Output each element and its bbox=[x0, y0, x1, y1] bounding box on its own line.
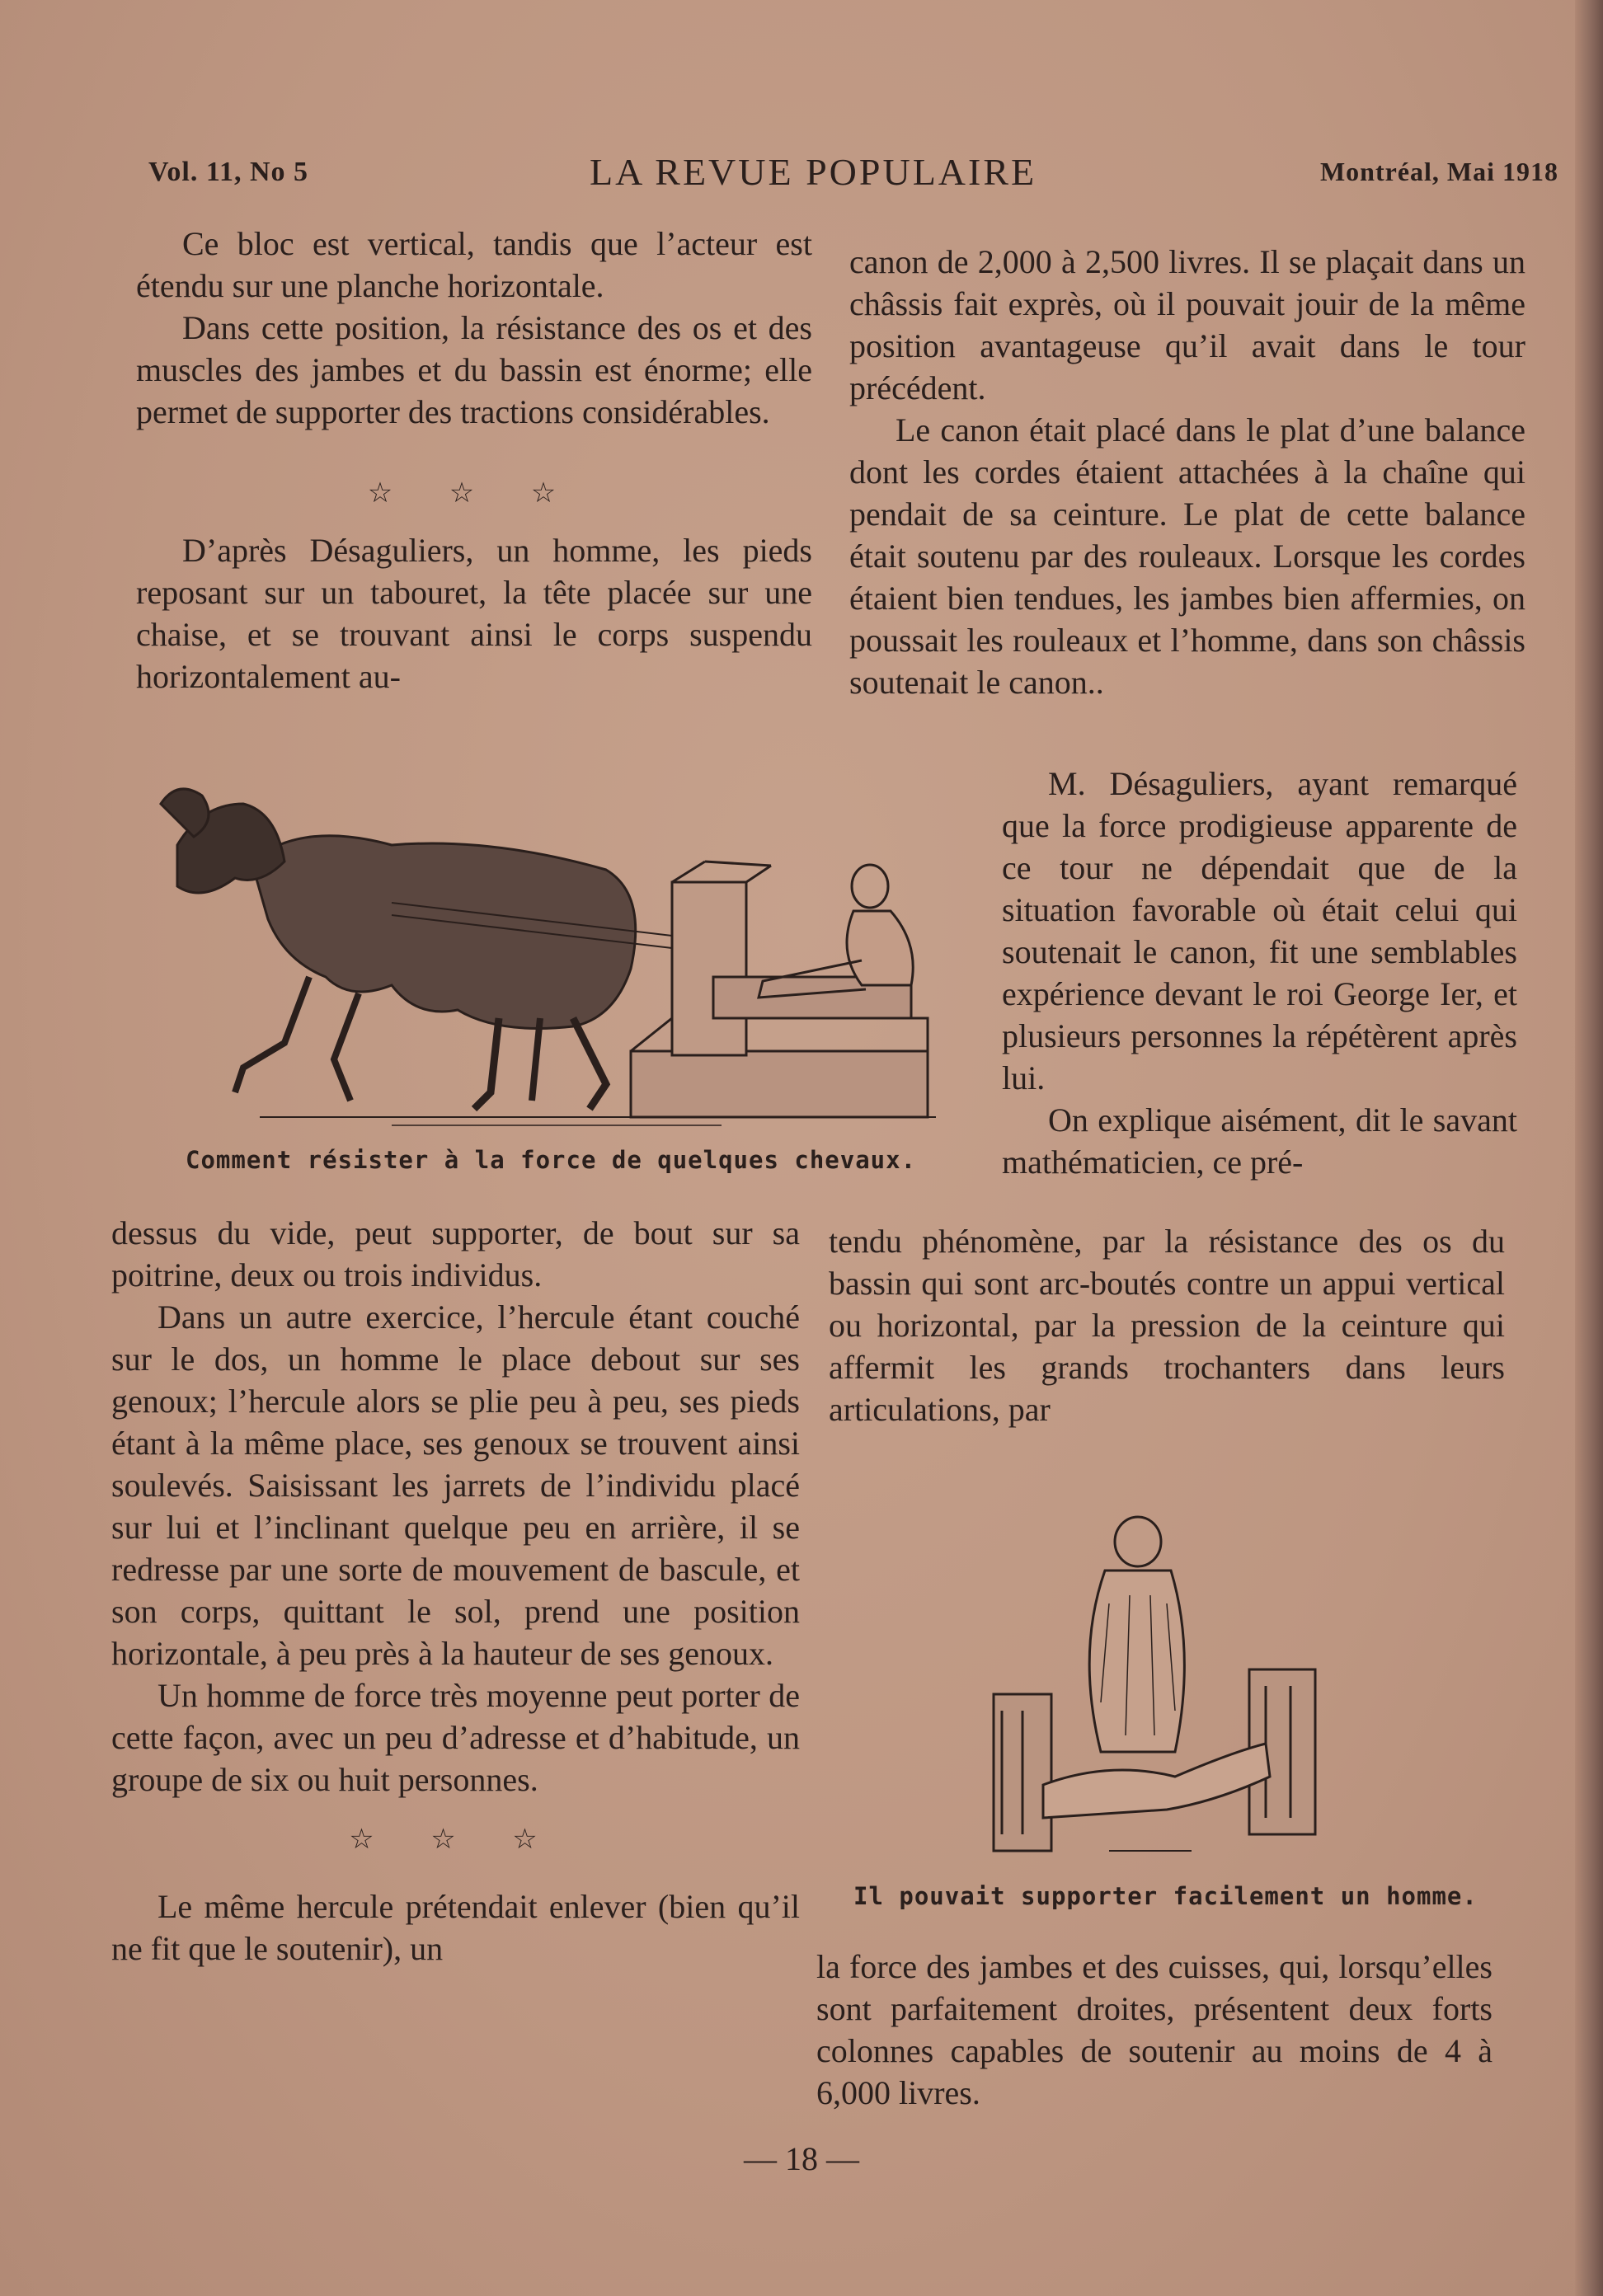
paragraph: On explique aisément, dit le savant mathématicien, ce pré- bbox=[1002, 1101, 1517, 1181]
section-separator: ☆ ☆ ☆ bbox=[367, 478, 581, 509]
figure-caption: Comment résister à la force de quelques chevaux. bbox=[186, 1146, 917, 1174]
paragraph: Dans un autre exercice, l’hercule étant couché sur le dos, un homme le place debout sur ses genoux; l’hercule alors se plie peu à peu, ses pieds étant à la même place, ses genoux se trouvent ainsi soulevés. Saisissant les jarrets de l’individu placé sur lui et l’inclinant quelque peu en arrière, il se redresse par une sorte de mouvement de bascule, et son corps, quittant le sol, prend une position horizontale, à peu près à la hauteur de ses genoux. bbox=[111, 1298, 800, 1672]
column-right-narrow bbox=[1002, 763, 1517, 1183]
page-edge bbox=[1575, 0, 1603, 2296]
horses-engraving bbox=[144, 771, 944, 1134]
paragraph: Le même hercule prétendait enlever (bien qu’il ne fit que le soutenir), un bbox=[111, 1888, 800, 1967]
paragraph: D’après Désaguliers, un homme, les pieds reposant sur un tabouret, la tête placée sur une chaise, et se trouvant ainsi le corps suspendu horizontalement au- bbox=[136, 532, 812, 695]
paragraph: Un homme de force très moyenne peut porter de cette façon, avec un peu d’adresse et d’habitude, un groupe de six ou huit personnes. bbox=[111, 1677, 800, 1798]
page-number: — 18 — bbox=[744, 2140, 859, 2177]
column-left-top bbox=[136, 223, 812, 697]
figure-caption: Il pouvait supporter facilement un homme. bbox=[853, 1882, 1478, 1910]
paragraph: dessus du vide, peut supporter, de bout sur sa poitrine, deux ou trois individus. bbox=[111, 1214, 800, 1294]
magazine-title: LA REVUE POPULAIRE bbox=[590, 151, 1037, 193]
column-right-mid bbox=[829, 1220, 1505, 1430]
issue-date: Montréal, Mai 1918 bbox=[1319, 157, 1558, 186]
paragraph: la force des jambes et des cuisses, qui, lorsqu’elles sont parfaitement droites, présentent deux forts colonnes capables de soutenir au moins de 4 à 6,000 livres. bbox=[816, 1948, 1493, 2111]
volume-number: Vol. 11, No 5 bbox=[148, 157, 309, 187]
column-left-bottom bbox=[111, 1212, 800, 1970]
paragraph: tendu phénomène, par la résistance des os du bassin qui sont arc-boutés contre un appui vertical ou horizontal, par la pression de la ceinture qui affermit les grands trochanters dans leurs articulations, par bbox=[829, 1223, 1505, 1428]
paragraph: Le canon était placé dans le plat d’une balance dont les cordes étaient attachées à la chaîne qui pendait de sa ceinture. Le plat de cette balance était soutenu par des rouleaux. Lorsque les cordes étaient bien tendues, les jambes bien affermies, on poussait les rouleaux et l’homme, dans son châssis soutenait le canon.. bbox=[849, 411, 1525, 701]
paragraph: canon de 2,000 à 2,500 livres. Il se plaçait dans un châssis fait exprès, où il pouvait jouir de la même position avantageuse qu’il avait dans le tour précédent. bbox=[849, 243, 1525, 406]
illustration-horses bbox=[144, 771, 944, 1134]
paragraph: M. Désaguliers, ayant remarqué que la force prodigieuse apparente de ce tour ne dépendait que de la situation favorable où était celui qui soutenait le canon, fit une semblables expérience devant le roi George Ier, et plusieurs personnes la répétèrent après lui. bbox=[1002, 765, 1517, 1096]
page-header bbox=[148, 151, 1558, 206]
column-right-bottom bbox=[816, 1946, 1493, 2114]
paragraph: Dans cette position, la résistance des os et des muscles des jambes et du bassin est énorme; elle permet de supporter des tractions considérables. bbox=[136, 309, 812, 430]
chairs-engraving bbox=[985, 1505, 1332, 1867]
section-separator: ☆ ☆ ☆ bbox=[349, 1824, 562, 1855]
column-right-top bbox=[849, 241, 1525, 703]
paragraph: Ce bloc est vertical, tandis que l’acteur est étendu sur une planche horizontale. bbox=[136, 225, 812, 304]
illustration-chairs bbox=[985, 1505, 1332, 1867]
